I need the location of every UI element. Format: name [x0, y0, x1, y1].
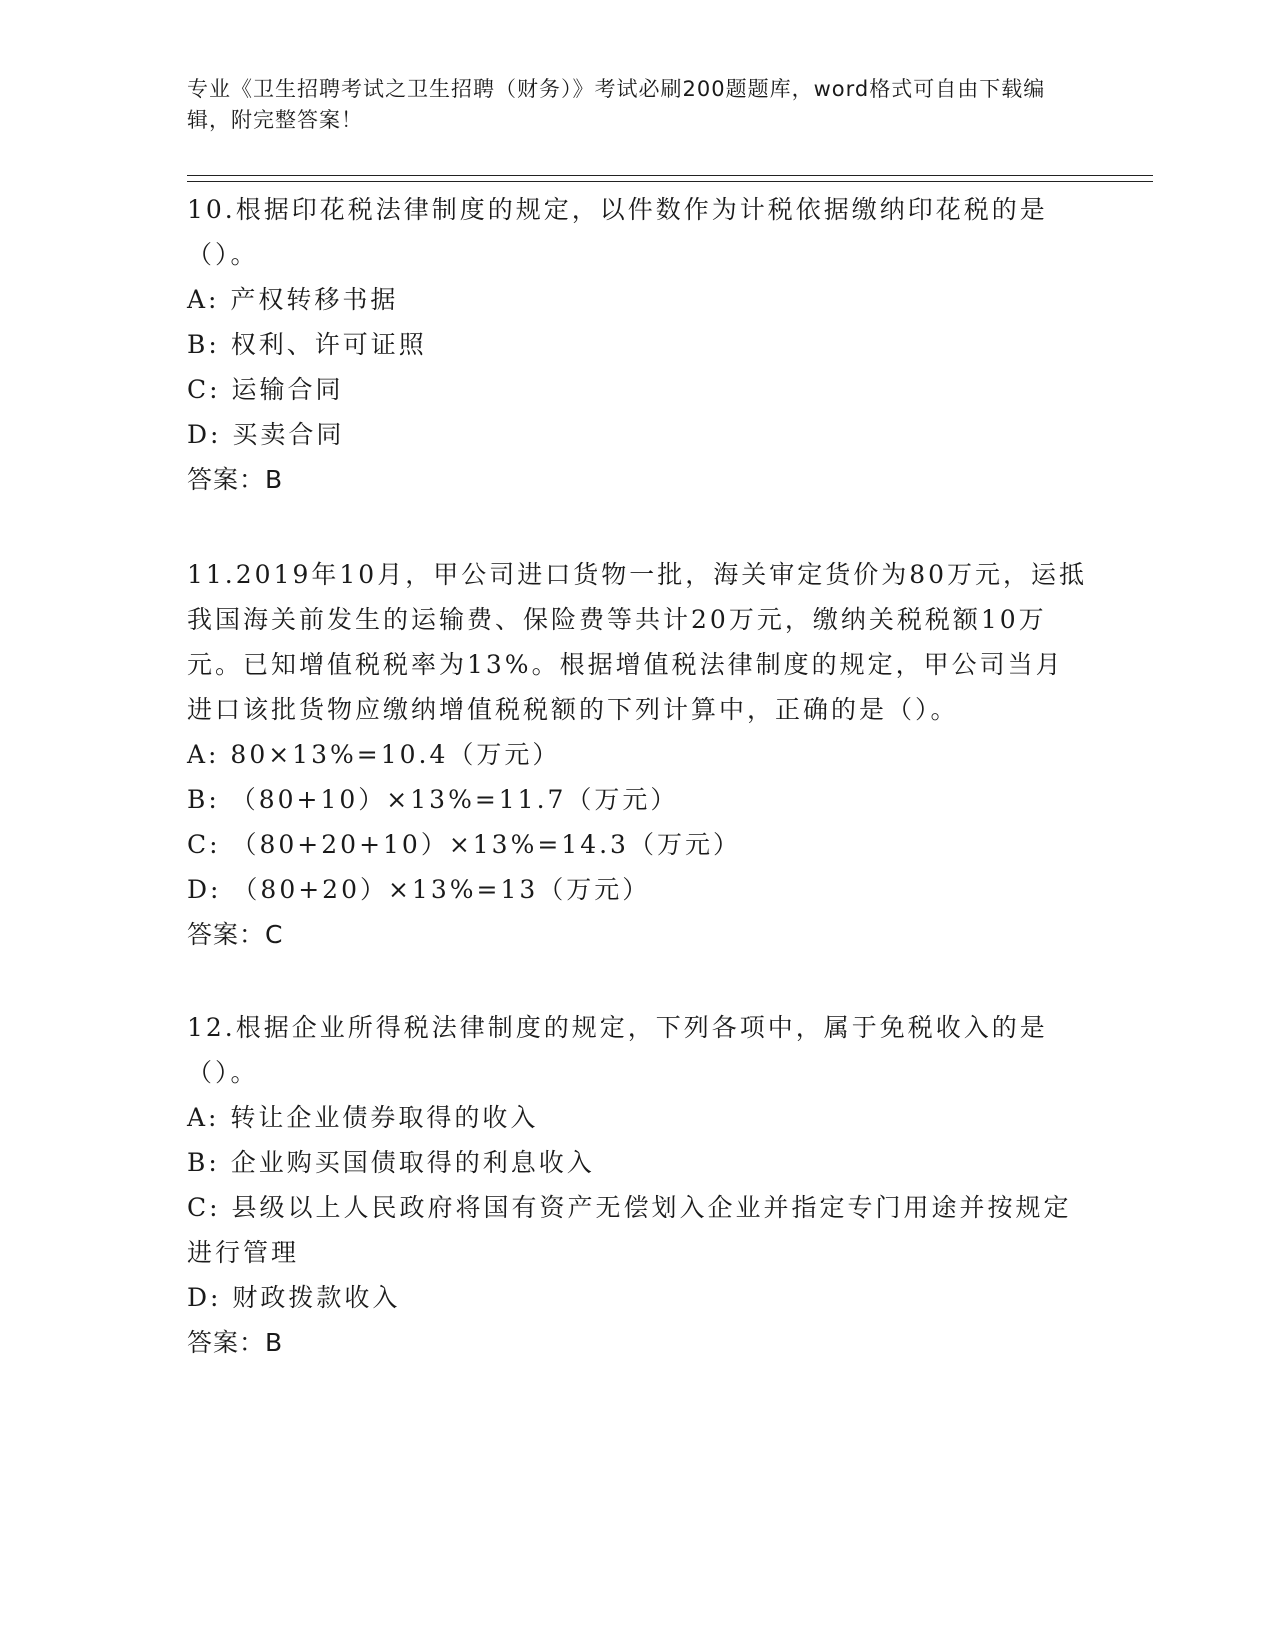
option-c: C: 县级以上人民政府将国有资产无偿划入企业并指定专门用途并按规定进行管理 [187, 1193, 1072, 1267]
header-divider-top [187, 175, 1153, 176]
question-10 [187, 187, 1087, 502]
option-b: B: 权利、许可证照 [187, 330, 427, 359]
option-a: A: 80×13%=10.4（万元） [187, 740, 561, 769]
header-divider-bottom [187, 181, 1153, 182]
question-stem: 11.2019年10月，甲公司进口货物一批，海关审定货价为80万元，运抵我国海关前发生的运输费、保险费等共计20万元，缴纳关税税额10万元。已知增值税税率为13%。根据增值税法律制度的规定，甲公司当月进口该批货物应缴纳增值税税额的下列计算中，正确的是（）。 [187, 560, 1088, 724]
answer-line: 答案：B [187, 1328, 284, 1357]
option-a: A: 产权转移书据 [187, 285, 399, 314]
answer-line: 答案：B [187, 465, 284, 494]
option-c: C: 运输合同 [187, 375, 344, 404]
option-a: A: 转让企业债券取得的收入 [187, 1103, 539, 1132]
answer-line: 答案：C [187, 920, 284, 949]
question-stem: 10.根据印花税法律制度的规定，以件数作为计税依据缴纳印花税的是（）。 [187, 195, 1048, 269]
option-d: D: 买卖合同 [187, 420, 345, 449]
question-stem: 12.根据企业所得税法律制度的规定，下列各项中，属于免税收入的是（）。 [187, 1013, 1048, 1087]
option-b: B: （80+10）×13%=11.7（万元） [187, 785, 679, 814]
question-11 [187, 552, 1087, 957]
question-12 [187, 1005, 1087, 1365]
option-c: C: （80+20+10）×13%=14.3（万元） [187, 830, 741, 859]
option-d: D: （80+20）×13%=13（万元） [187, 875, 651, 904]
option-b: B: 企业购买国债取得的利息收入 [187, 1148, 595, 1177]
option-d: D: 财政拨款收入 [187, 1283, 401, 1312]
document-header: 专业《卫生招聘考试之卫生招聘（财务）》考试必刷200题题库，word格式可自由下载编辑，附完整答案！ [187, 77, 1046, 132]
